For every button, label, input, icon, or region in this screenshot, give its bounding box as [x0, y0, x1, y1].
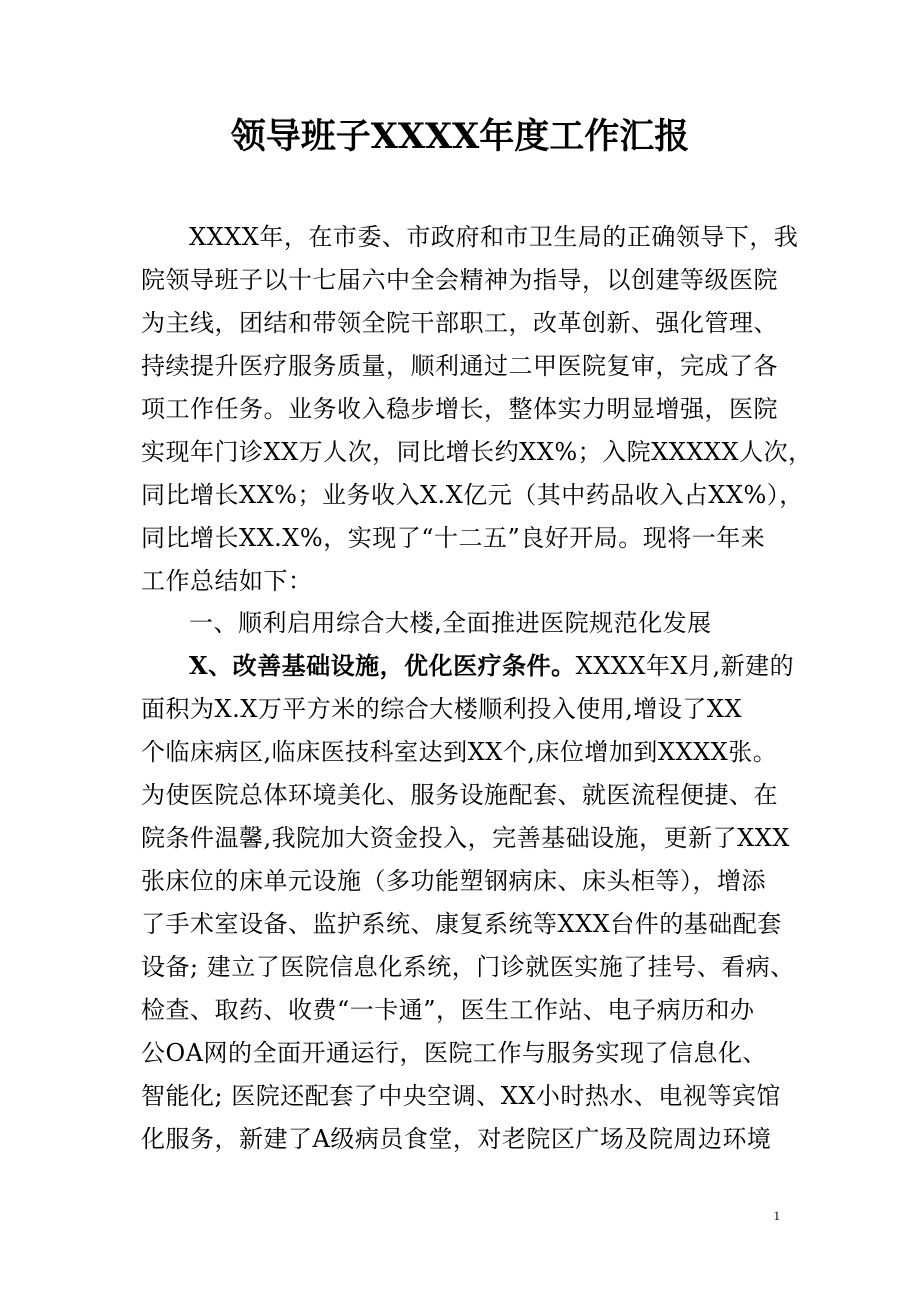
paragraph-line: 项工作任务。业务收入稳步增长，整体实力明显增强，医院 — [141, 395, 778, 423]
paragraph-line: 实现年门诊XX万人次，同比增长约XX%；入院XXXXX人次， — [141, 438, 813, 466]
subsection-text: XXXX年X月,新建的 — [575, 652, 795, 680]
paragraph-line: 院领导班子以十七届六中全会精神为指导，以创建等级医院 — [141, 266, 778, 294]
paragraph-line: 持续提升医疗服务质量，顺利通过二甲医院复审，完成了各 — [141, 352, 778, 380]
paragraph-line: 为使医院总体环境美化、服务设施配套、就医流程便捷、在 — [141, 781, 778, 809]
paragraph-line: 公OA网的全面开通运行，医院工作与服务实现了信息化、 — [141, 1039, 768, 1067]
paragraph-line: 同比增长XX%；业务收入X.X亿元（其中药品收入占XX%）， — [141, 481, 804, 509]
paragraph-line: 个临床病区,临床医技科室达到XX个,床位增加到XXXX张。 — [141, 738, 778, 766]
paragraph-line: 设备; 建立了医院信息化系统，门诊就医实施了挂号、看病、 — [141, 953, 795, 981]
paragraph-line: 院条件温馨,我院加大资金投入，完善基础设施，更新了XXX — [141, 824, 790, 852]
subsection-line — [189, 649, 795, 683]
paragraph-line: 检查、取药、收费“一卡通”，医生工作站、电子病历和办 — [141, 996, 755, 1024]
paragraph-line: 化服务，新建了A级病员食堂，对老院区广场及院周边环境 — [141, 1125, 772, 1153]
page-number: 1 — [773, 1208, 780, 1223]
paragraph-line: 面积为X.X万平方米的综合大楼顺利投入使用,增设了XX — [141, 695, 743, 723]
paragraph-line: 了手术室设备、监护系统、康复系统等XXX台件的基础配套 — [141, 910, 782, 938]
paragraph-line: XXXX年，在市委、市政府和市卫生局的正确领导下，我 — [189, 223, 799, 251]
paragraph-line: 为主线，团结和带领全院干部职工，改革创新、强化管理、 — [141, 309, 778, 337]
paragraph-line: 智能化; 医院还配套了中央空调、XX小时热水、电视等宾馆 — [141, 1082, 781, 1110]
paragraph-line: 工作总结如下： — [141, 567, 313, 595]
subsection-heading: X、改善基础设施，优化医疗条件。 — [189, 651, 576, 680]
section-heading: 一、顺利启用综合大楼,全面推进医院规范化发展 — [189, 609, 712, 637]
paragraph-line: 同比增长XX.X%，实现了“十二五”良好开局。现将一年来 — [141, 524, 766, 552]
paragraph-line: 张床位的床单元设施（多功能塑钢病床、床头柜等），增添 — [141, 867, 766, 895]
document-title: 领导班子XXXX年度工作汇报 — [230, 116, 690, 157]
